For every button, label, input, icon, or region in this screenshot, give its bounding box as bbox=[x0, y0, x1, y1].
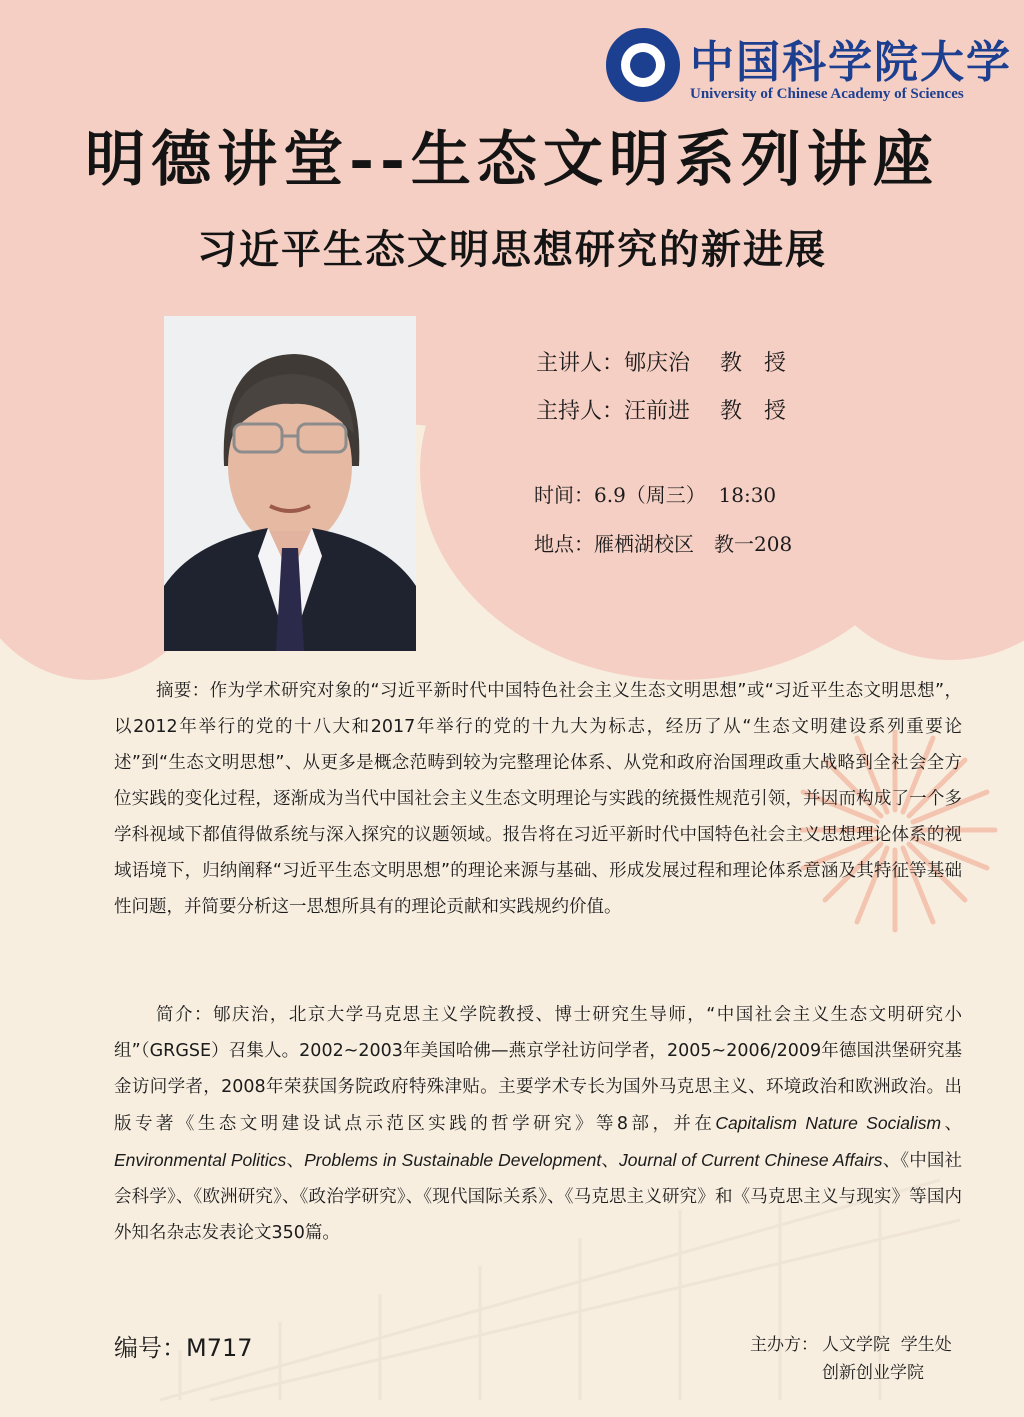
organizer-line-2: 创新创业学院 bbox=[822, 1363, 924, 1383]
time-value: 6.9（周三） 18:30 bbox=[594, 483, 777, 507]
speaker-title: 教 授 bbox=[720, 351, 787, 376]
speaker-name: 郇庆治 bbox=[624, 351, 691, 376]
separator: 、 bbox=[286, 1151, 305, 1171]
event-code: 编号：M717 bbox=[114, 1334, 253, 1362]
time-label: 时间： bbox=[534, 483, 594, 507]
location-line bbox=[534, 528, 792, 557]
speaker-photo bbox=[164, 316, 416, 651]
university-name-cn: 中国科学院大学 bbox=[690, 37, 1012, 88]
separator: 、 bbox=[941, 1114, 963, 1134]
abstract-text: 作为学术研究对象的“习近平新时代中国特色社会主义生态文明思想”或“习近平生态文明思想”，以2012年举行的党的十八大和2017年举行的党的十九大为标志，经历了从“生态文明建设系列重要论述”到“生态文明思想”、从更多是概念范畴到较为完整理论体系、从党和政府治国理政重大战略到全社会全方位实践的变化过程，逐渐成为当代中国社会主义生态文明理论与实践的统摄性规范引领，并因而构成了一个多学科视域下都值得做系统与深入探究的议题领域。报告将在习近平新时代中国特色社会主义思想理论体系的视域语境下，归纳阐释“习近平生态文明思想”的理论来源与基础、形成发展过程和理论体系意涵及其特征等基础性问题，并简要分析这一思想所具有的理论贡献和实践规约价值。 bbox=[114, 681, 962, 917]
abstract-label: 摘要： bbox=[156, 681, 210, 701]
bio-label: 简介： bbox=[156, 1005, 213, 1025]
organizer-label: 主办方： bbox=[750, 1335, 818, 1355]
bio-text-part1: 郇庆治，北京大学马克思主义学院教授、博士研究生导师，“中国社会主义生态文明研究小组”（GRGSE）召集人。2002~2003年美国哈佛—燕京学社访问学者，2005~2006/2009年德国洪堡研究基金访问学者，2008年荣获国务院政府特殊津贴。主要学术专长为国外马克思主义、环境政治和欧洲政治。出版专著《生态文明建设试点示范区实践的哲学研究》等8部，并在 bbox=[114, 1005, 962, 1134]
journal-name: Capitalism Nature Socialism bbox=[715, 1113, 942, 1133]
abstract-paragraph bbox=[114, 673, 962, 925]
ucas-seal-icon bbox=[606, 28, 680, 102]
university-name-en: University of Chinese Academy of Sciences bbox=[690, 86, 964, 102]
host-label: 主持人： bbox=[536, 399, 625, 424]
journal-name: Problems in Sustainable Development bbox=[304, 1150, 602, 1170]
time-line bbox=[534, 479, 776, 508]
speaker-line bbox=[536, 346, 786, 377]
university-logo bbox=[606, 28, 1012, 110]
bio-paragraph bbox=[114, 997, 962, 1251]
separator: 、 bbox=[601, 1151, 620, 1171]
location-value: 雁栖湖校区 教一208 bbox=[594, 532, 793, 556]
bio-text-part2: 、《中国社会科学》、《欧洲研究》、《政治学研究》、《现代国际关系》、《马克思主义研究》和《马克思主义与现实》等国内外知名杂志发表论文350篇。 bbox=[114, 1151, 963, 1243]
speaker-label: 主讲人： bbox=[536, 351, 625, 376]
journal-name: Journal of Current Chinese Affairs bbox=[619, 1150, 883, 1170]
host-title: 教 授 bbox=[720, 399, 787, 424]
host-name: 汪前进 bbox=[624, 399, 691, 424]
journal-name: Environmental Politics bbox=[114, 1150, 287, 1170]
organizer-line-1: 人文学院 学生处 bbox=[822, 1335, 952, 1355]
lecture-title: 习近平生态文明思想研究的新进展 bbox=[197, 227, 827, 273]
page-title: 明德讲堂--生态文明系列讲座 bbox=[85, 125, 939, 195]
location-label: 地点： bbox=[534, 532, 594, 556]
host-line bbox=[536, 394, 786, 425]
